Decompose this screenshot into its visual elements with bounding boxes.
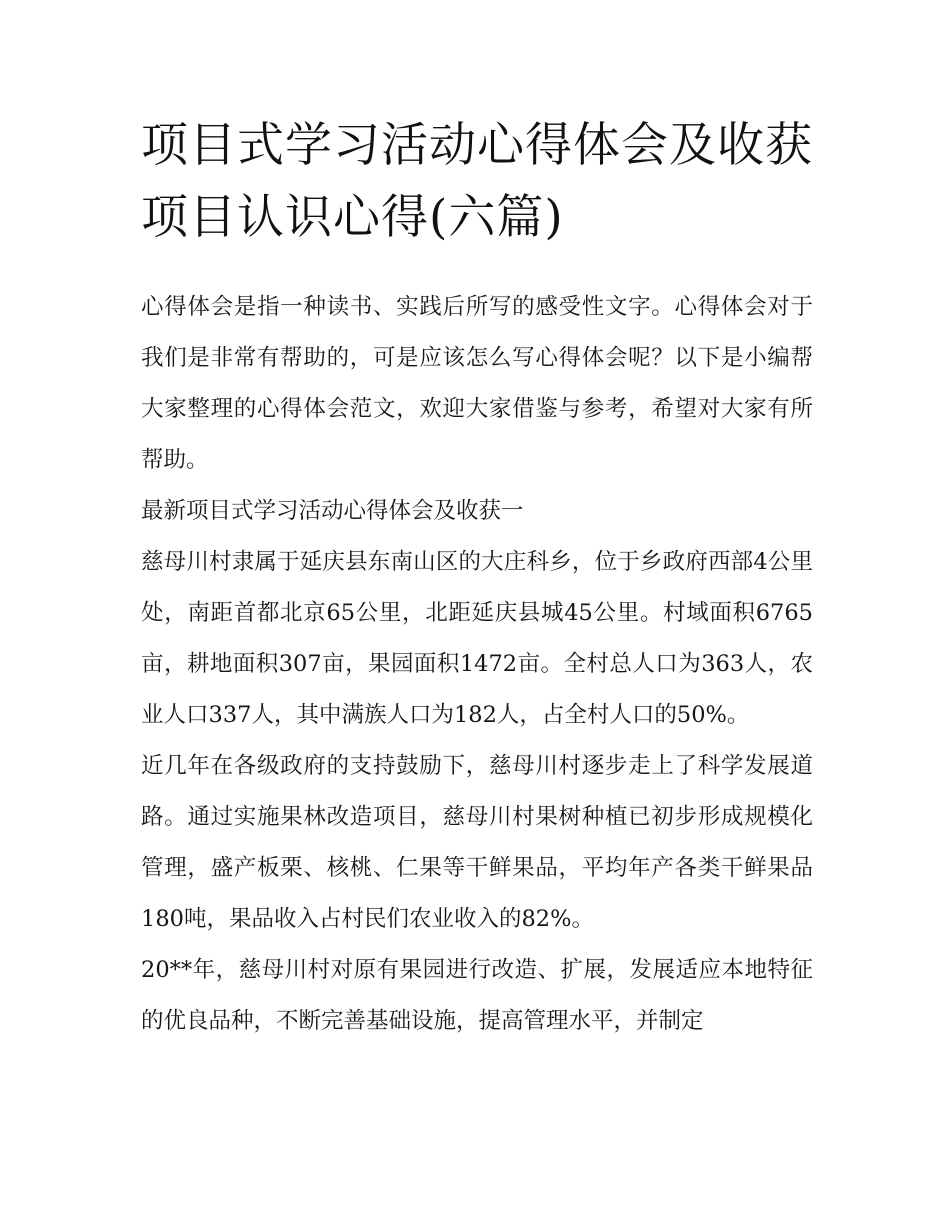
- body-paragraph-3: 20**年，慈母川村对原有果园进行改造、扩展，发展适应本地特征的优良品种，不断完善基础设施，提高管理水平，并制定: [141, 957, 813, 1034]
- body-paragraph-1: 慈母川村隶属于延庆县东南山区的大庄科乡，位于乡政府西部4公里处，南距首都北京65公里，北距延庆县城45公里。村域面积6765亩，耕地面积307亩，果园面积1472亩。全村总人口为363人，农业人口337人，其中满族人口为182人，占全村人口的50%。: [141, 549, 813, 728]
- body-paragraph-2: 近几年在各级政府的支持鼓励下，慈母川村逐步走上了科学发展道路。通过实施果林改造项目，慈母川村果树种植已初步形成规模化管理，盛产板栗、核桃、仁果等干鲜果品，平均年产各类干鲜果品180吨，果品收入占村民们农业收入的82%。: [141, 753, 813, 932]
- intro-paragraph: 心得体会是指一种读书、实践后所写的感受性文字。心得体会对于我们是非常有帮助的，可是应该怎么写心得体会呢？以下是小编帮大家整理的心得体会范文，欢迎大家借鉴与参考，希望对大家有所帮助。: [141, 294, 813, 473]
- document-title: 项目式学习活动心得体会及收获 项目认识心得(六篇): [141, 118, 813, 245]
- document-page: [141, 110, 813, 1047]
- section-heading: 最新项目式学习活动心得体会及收获一: [141, 498, 524, 524]
